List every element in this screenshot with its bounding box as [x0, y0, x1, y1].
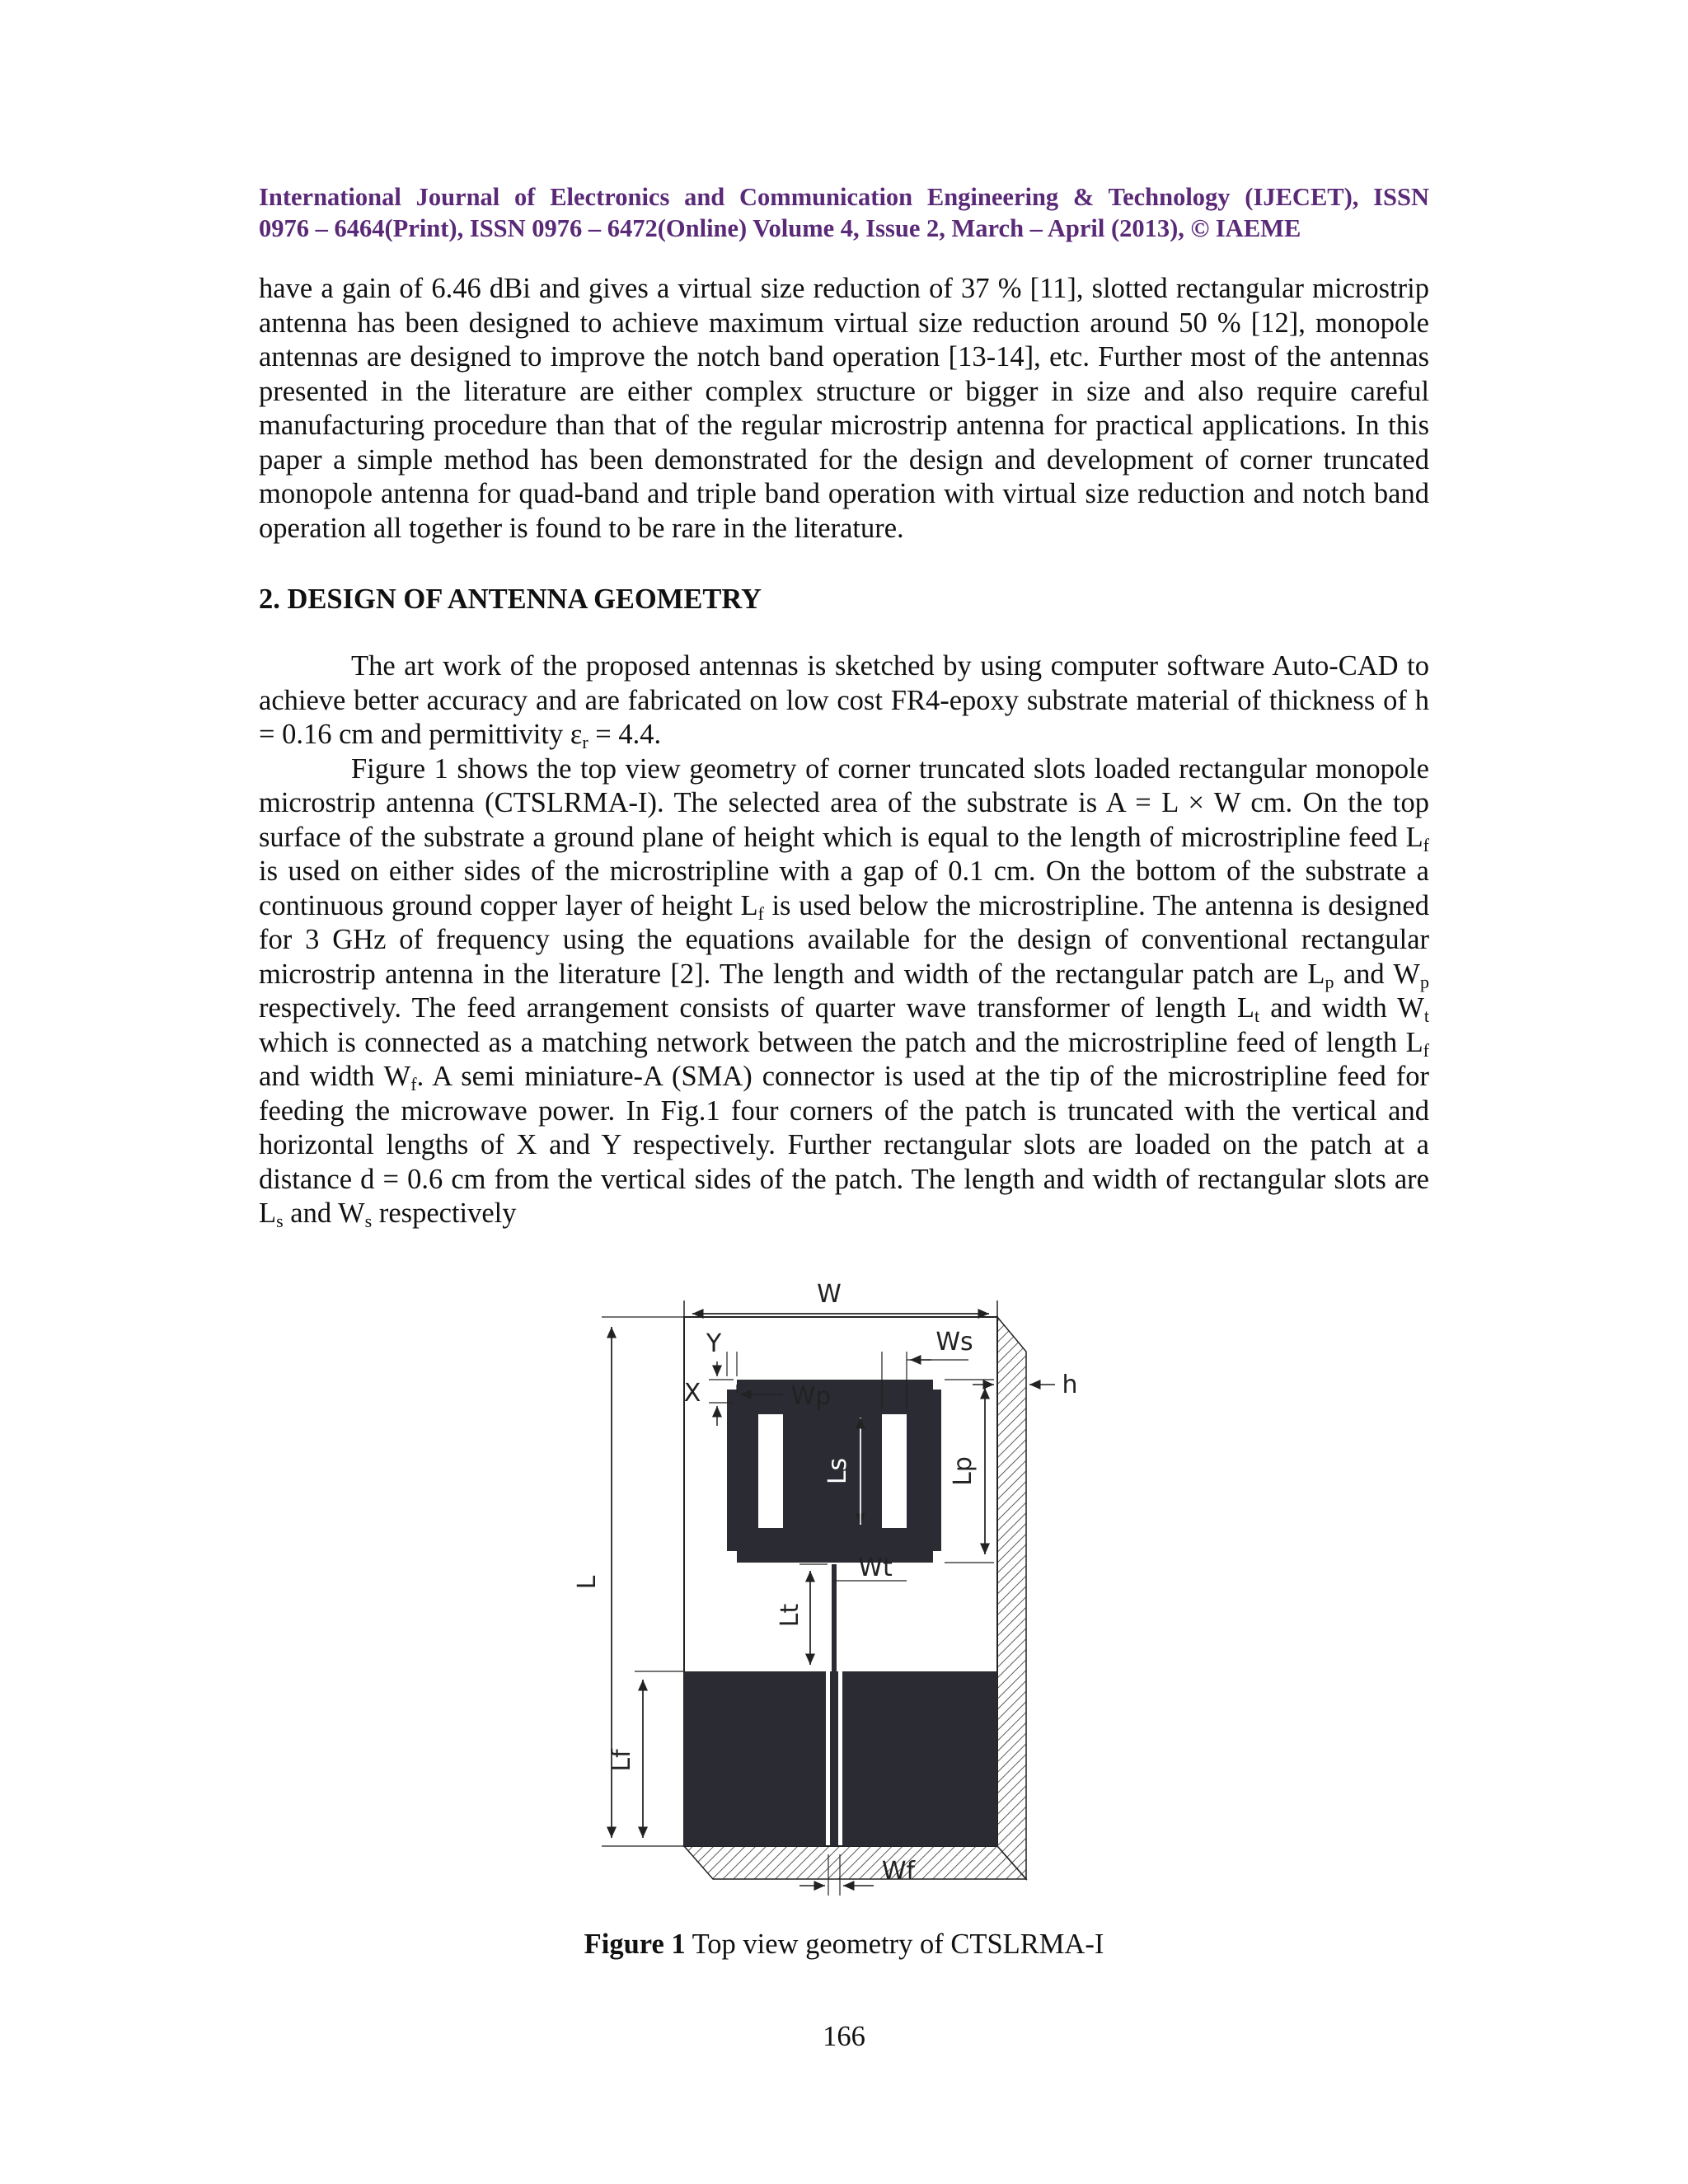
header-line-1: International Journal of Electronics and Communication Engineering & Technology (IJECET), ISSN [259, 183, 1429, 211]
header-line-2: 0976 – 6464(Print), ISSN 0976 – 6472(Online) Volume 4, Issue 2, March – April (2013), © IAEME [259, 214, 1301, 242]
substrate-side-hatch [997, 1317, 1026, 1879]
microstrip-feed [830, 1671, 838, 1846]
caption-text: Top view geometry of CTSLRMA-I [685, 1929, 1104, 1960]
label-Wp: Wp [790, 1382, 832, 1411]
paragraph-2: The art work of the proposed antennas is sketched by using computer software Auto-CAD to achieve better accuracy and are fabricated on low cost FR4-epoxy substrate material of thickness of h = 0.16 cm and permittivity $\varepsilon_r = 4.4$. [259, 650, 1429, 752]
label-Ls: Ls [823, 1457, 852, 1485]
label-Ws: Ws [935, 1328, 973, 1357]
section-heading: 2. DESIGN OF ANTENNA GEOMETRY [259, 583, 762, 615]
ground-plane-right [842, 1671, 997, 1846]
label-Lf: Lf [607, 1749, 636, 1772]
paragraph-1 [259, 272, 1429, 546]
label-Y: Y [706, 1329, 722, 1358]
page-number: 166 [823, 2021, 865, 2052]
label-Wf: Wf [881, 1857, 916, 1886]
slot-right [882, 1414, 907, 1528]
label-Lp: Lp [949, 1456, 978, 1486]
antenna-geometry-figure [573, 1269, 1088, 1912]
substrate-bottom-hatch [684, 1846, 1026, 1879]
body-paragraphs [259, 649, 1429, 1231]
label-L: L [573, 1575, 602, 1590]
journal-header [259, 181, 1429, 244]
label-X: X [683, 1379, 701, 1408]
label-W: W [817, 1280, 842, 1309]
label-h: h [1062, 1371, 1078, 1399]
figure-caption [0, 1929, 1688, 1961]
ground-plane-left [684, 1671, 826, 1846]
paragraph-3: Figure 1 shows the top view geometry of corner truncated slots loaded rectangular monopole microstrip antenna (CTSLRMA-I). The selected area of the substrate is A = L × W cm. On the top surface of the substrate a ground plane of height which is equal to the length of microstripline feed $L_f$ is used on either sides of the microstripline with a gap of 0.1 cm. On the bottom of the substrate a continuous ground copper layer of height $L_f$ is used below the microstripline. The antenna is designed for 3 GHz of frequency using the equations available for the design of conventional rectangular microstrip antenna in the literature [2]. The length and width of the rectangular patch are $L_p$ and $W_p$ respectively. The feed arrangement consists of quarter wave transformer of length $L_t$ and width $W_t$ which is connected as a matching network between the patch and the microstripline feed of length $L_f$ and width $W_f$. A semi miniature-A (SMA) connector is used at the tip of the microstripline feed for feeding the microwave power. In Fig.1 four corners of the patch is truncated with the vertical and horizontal lengths of X and Y respectively. Further rectangular slots are loaded on the patch at a distance d = 0.6 cm from the vertical sides of the patch. The length and width of rectangular slots are $L_s$ and $W_s$ respectively [259, 752, 1429, 1231]
slot-left [758, 1414, 783, 1528]
label-Wt: Wt [858, 1554, 893, 1582]
label-Lt: Lt [776, 1603, 804, 1628]
paragraph-1-text: have a gain of 6.46 dBi and gives a virtual size reduction of 37 % [11], slotted rectangular microstrip antenna has been designed to achieve maximum virtual size reduction around 50 % [12], monopole antennas are designed to improve the notch band operation [13-14], etc. Further most of the antennas presented in the literature are either complex structure or bigger in size and also require careful manufacturing procedure than that of the regular microstrip antenna for practical applications. In this paper a simple method has been demonstrated for the design and development of corner truncated monopole antenna for quad-band and triple band operation with virtual size reduction and notch band operation all together is found to be rare in the literature. [259, 273, 1429, 544]
caption-label: Figure 1 [584, 1929, 686, 1960]
